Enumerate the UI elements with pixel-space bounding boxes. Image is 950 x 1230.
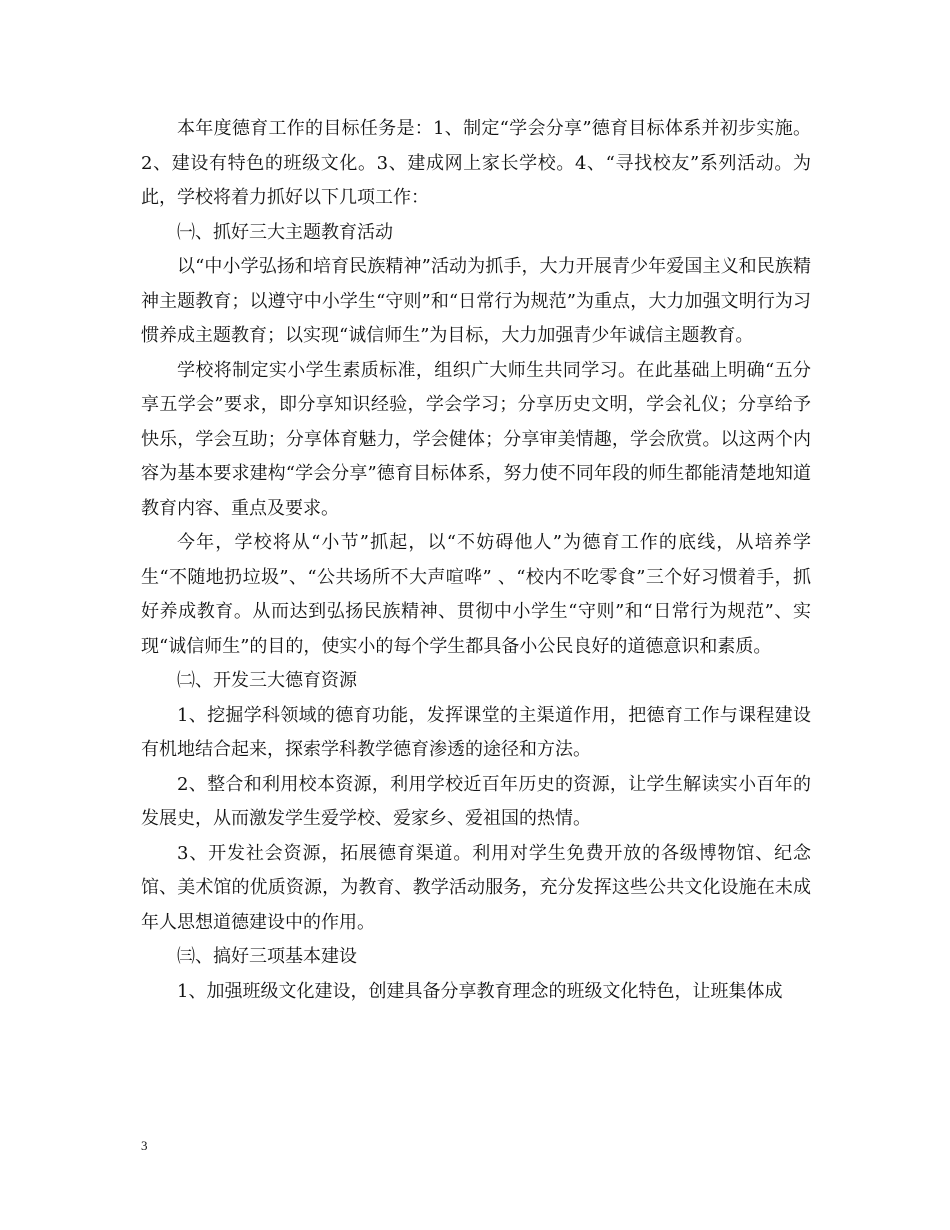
paragraph-theme-education: 以“中小学弘扬和培育民族精神”活动为抓手，大力开展青少年爱国主义和民族精神主题教育；以遵守中小学生“守则”和“日常行为规范”为重点，大力加强文明行为习惯养成主题教育；以实现“诚信师生”为目标，大力加强青少年诚信主题教育。: [141, 256, 811, 346]
heading-section-3: ㈢、搞好三项基本建设: [177, 946, 357, 967]
paragraph-goals: 本年度德育工作的目标任务是：1、制定“学会分享”德育目标体系并初步实施。2、建设有特色的班级文化。3、建成网上家长学校。4、“寻找校友”系列活动。为此，学校将着力抓好以下几项工作：: [141, 118, 811, 208]
page-number: 3: [141, 1138, 148, 1153]
document-body: [141, 112, 811, 1009]
paragraph-subject-resources: 1、挖掘学科领域的德育功能，发挥课堂的主渠道作用，把德育工作与课程建设有机地结合起来，探索学科教学德育渗透的途径和方法。: [141, 704, 811, 760]
paragraph-school-resources: 2、整合和利用校本资源，利用学校近百年历史的资源，让学生解读实小百年的发展史，从而激发学生爱学校、爱家乡、爱祖国的热情。: [141, 773, 811, 829]
heading-section-1: ㈠、抓好三大主题教育活动: [177, 221, 393, 243]
paragraph-quality-standards: 学校将制定实小学生素质标准，组织广大师生共同学习。在此基础上明确“五分享五学会”要求，即分享知识经验，学会学习；分享历史文明，学会礼仪；分享给予快乐，学会互助；分享体育魅力，学会健体；分享审美情趣，学会欣赏。以这两个内容为基本要求建构“学会分享”德育目标体系，努力使不同年段的师生都能清楚地知道教育内容、重点及要求。: [141, 359, 811, 519]
paragraph-class-culture: 1、加强班级文化建设，创建具备分享教育理念的班级文化特色，让班集体成: [177, 980, 783, 1002]
heading-section-2: ㈡、开发三大德育资源: [177, 670, 357, 691]
paragraph-social-resources: 3、开发社会资源，拓展德育渠道。利用对学生免费开放的各级博物馆、纪念馆、美术馆的优质资源，为教育、教学活动服务，充分发挥这些公共文化设施在未成年人思想道德建设中的作用。: [141, 842, 811, 933]
paragraph-habit-formation: 今年，学校将从“小节”抓起，以“不妨碍他人”为德育工作的底线，从培养学生“不随地扔垃圾”、“公共场所不大声喧哗” 、“校内不吃零食”三个好习惯着手，抓好养成教育。从而达到弘扬民族精神、贯彻中小学生“守则”和“日常行为规范”、实现“诚信师生”的目的，使实小的每个学生都具备小公民良好的道德意识和素质。: [141, 532, 811, 657]
